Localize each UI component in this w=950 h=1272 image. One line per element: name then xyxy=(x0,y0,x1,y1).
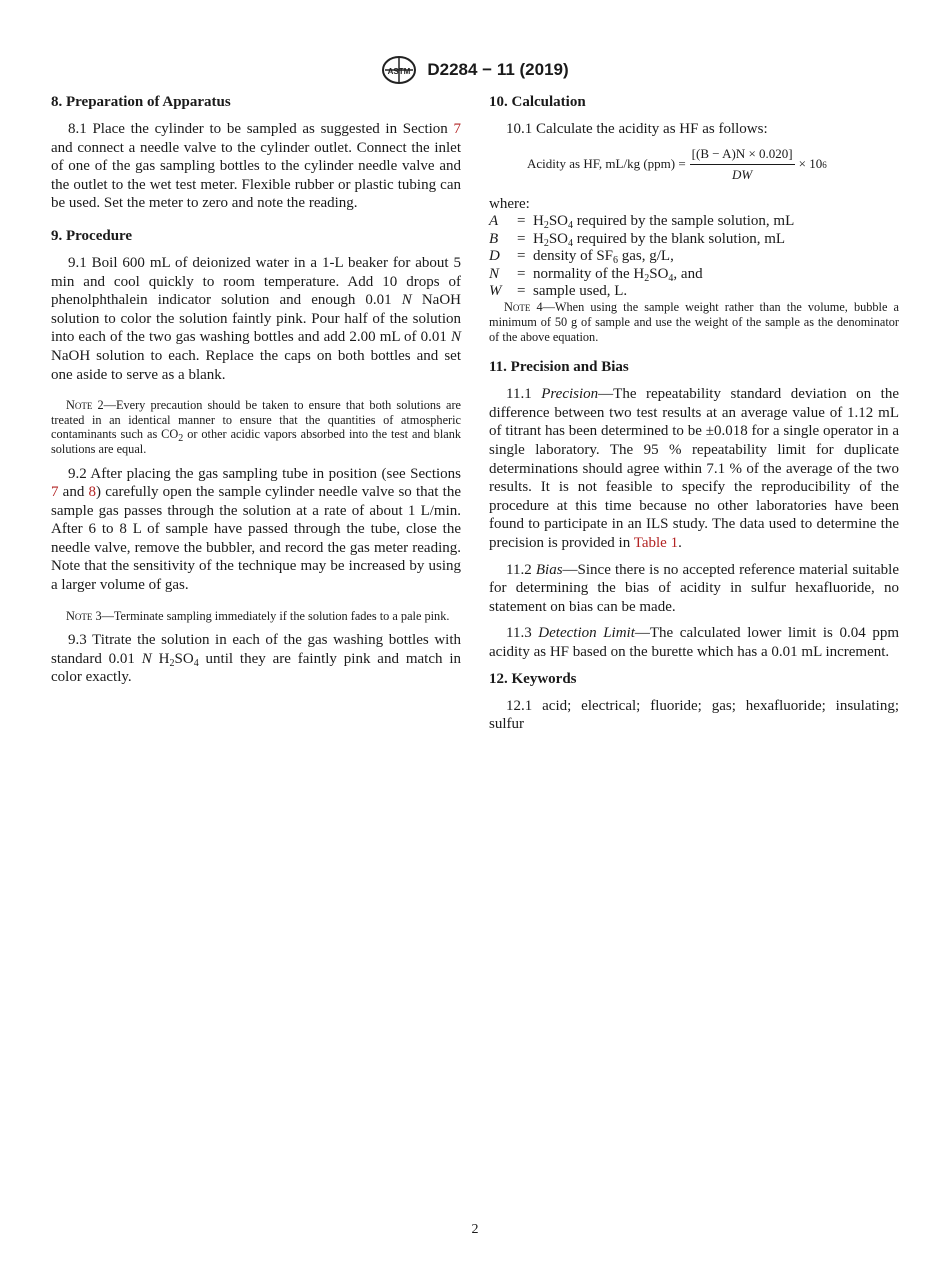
formula-numerator: [(B − A)N × 0.020] xyxy=(690,145,795,166)
where-label: where: xyxy=(489,195,530,212)
right-column xyxy=(489,93,899,734)
variable-list xyxy=(489,213,899,300)
variable-row: D = density of $SF_6$ gas, g/L, xyxy=(489,248,674,267)
note-3: Note 3—Terminate sampling immediately if the solution fades to a pale pink. xyxy=(66,608,450,623)
page-number: 2 xyxy=(471,1222,479,1237)
paragraph-10-1: 10.1 Calculate the acidity as HF as follows: xyxy=(506,121,768,137)
section-7-link[interactable]: 7 xyxy=(453,121,461,137)
paragraph-9-3: 9.3 Titrate the solution in each of the gas washing bottles with standard 0.01 N $H_2SO_4$ until they are faintly pink and match in color exactly. xyxy=(51,632,462,686)
paragraph-8-1: 8.1 Place the cylinder to be sampled as suggested in Section 7 and connect a needle valve to the cylinder outlet. Connect the inlet of one of the gas sampling bottles to the cylinder needle valve and the outlet to the wet test meter. Flexible rubber or plastic tubing can be used. Set the meter to zero and note the reading. xyxy=(51,121,461,212)
section-10-title: 10. Calculation xyxy=(489,94,586,110)
section-8-title: 8. Preparation of Apparatus xyxy=(51,94,231,110)
note-2: Note 2—Every precaution should be taken to ensure that both solutions are treated in an identical manner to ensure that the quantities of atmospheric contaminants such as $CO_2$ or other acidic vapors absorbed into the test and blank solutions are equal. xyxy=(51,398,462,456)
astm-logo-icon xyxy=(381,55,417,85)
variable-row: W = sample used, L. xyxy=(489,283,628,299)
paragraph-11-3: 11.3 Detection Limit—The calculated lower limit is 0.04 ppm acidity as HF based on the burette which has a 0.01 mL increment. xyxy=(489,625,899,660)
table-1-link[interactable]: Table 1 xyxy=(633,534,679,551)
variable-row: N = normality of the $H_2SO_4$, and xyxy=(489,265,703,284)
svg-text:ASTM: ASTM xyxy=(388,67,411,76)
section-8-link[interactable]: 8 xyxy=(88,484,97,501)
section-9-title: 9. Procedure xyxy=(51,227,133,244)
section-11-title: 11. Precision and Bias xyxy=(489,359,629,376)
section-12-title: 12. Keywords xyxy=(489,670,577,687)
left-column xyxy=(51,93,461,687)
variable-row: B = $H_2SO_4$ required by the blank solution, mL xyxy=(489,230,786,249)
note-4: Note 4—When using the sample weight rather than the volume, bubble a minimum of 50 g of sample and use the weight of the sample as the denominator of the above equation. xyxy=(489,300,899,344)
variable-row: A = $H_2SO_4$ required by the sample solution, mL xyxy=(489,213,795,232)
section-7-link-2[interactable]: 7 xyxy=(51,484,59,501)
paragraph-11-1: 11.1 Precision—The repeatability standard deviation on the difference between two test results at an average value of 1.12 mL of titrant has been determined to be ±0.018 for a single operator in a single laboratory. The 95 % repeatability limit for duplicate determinations should agree within 7.1 % of the average of the two results. It is not feasible to specify the reproducibility of the procedure at this time because no other laboratories have been found to participate in an ILS study. The data used to determine the precision is provided in Table 1. xyxy=(489,386,899,551)
formula-denominator: DW xyxy=(732,167,753,183)
paragraph-12-1: 12.1 acid; electrical; fluoride; gas; hexafluoride; insulating; sulfur xyxy=(489,697,899,733)
document-designation: D2284 − 11 (2019) xyxy=(427,60,569,79)
acidity-formula: Acidity as HF, mL/kg (ppm) = $\frac{[(B - A)N \times 0.020]}{DW}$ × 10 6 xyxy=(527,145,899,185)
paragraph-11-2: 11.2 Bias—Since there is no accepted reference material suitable for determining the bias of acidity in sulfur hexafluoride, no statement on bias can be made. xyxy=(489,561,899,615)
paragraph-9-2: 9.2 After placing the gas sampling tube in position (see Sections 7 and 8) carefully open the sample cylinder needle valve so that the sample gas passes through the solution at a rate of about 1 L/min. After 6 to 8 L of sample have passed through the tube, close the needle valve, remove the bubbler, and record the gas meter reading. Note that the sensitivity of the technique may be increased by using a larger volume of gas. xyxy=(51,465,461,594)
page-header xyxy=(0,55,950,85)
paragraph-9-1: 9.1 Boil 600 mL of deionized water in a 1-L beaker for about 5 min and cool quickly to room temperature. Add 10 drops of phenolphthalein indicator solution and enough 0.01 N NaOH solution to color the solution faintly pink. Pour half of the solution into each of the two gas washing bottles and add 2.00 mL of 0.01 N NaOH solution to each. Replace the caps on both bottles and set one aside to serve as a blank. xyxy=(51,254,461,383)
